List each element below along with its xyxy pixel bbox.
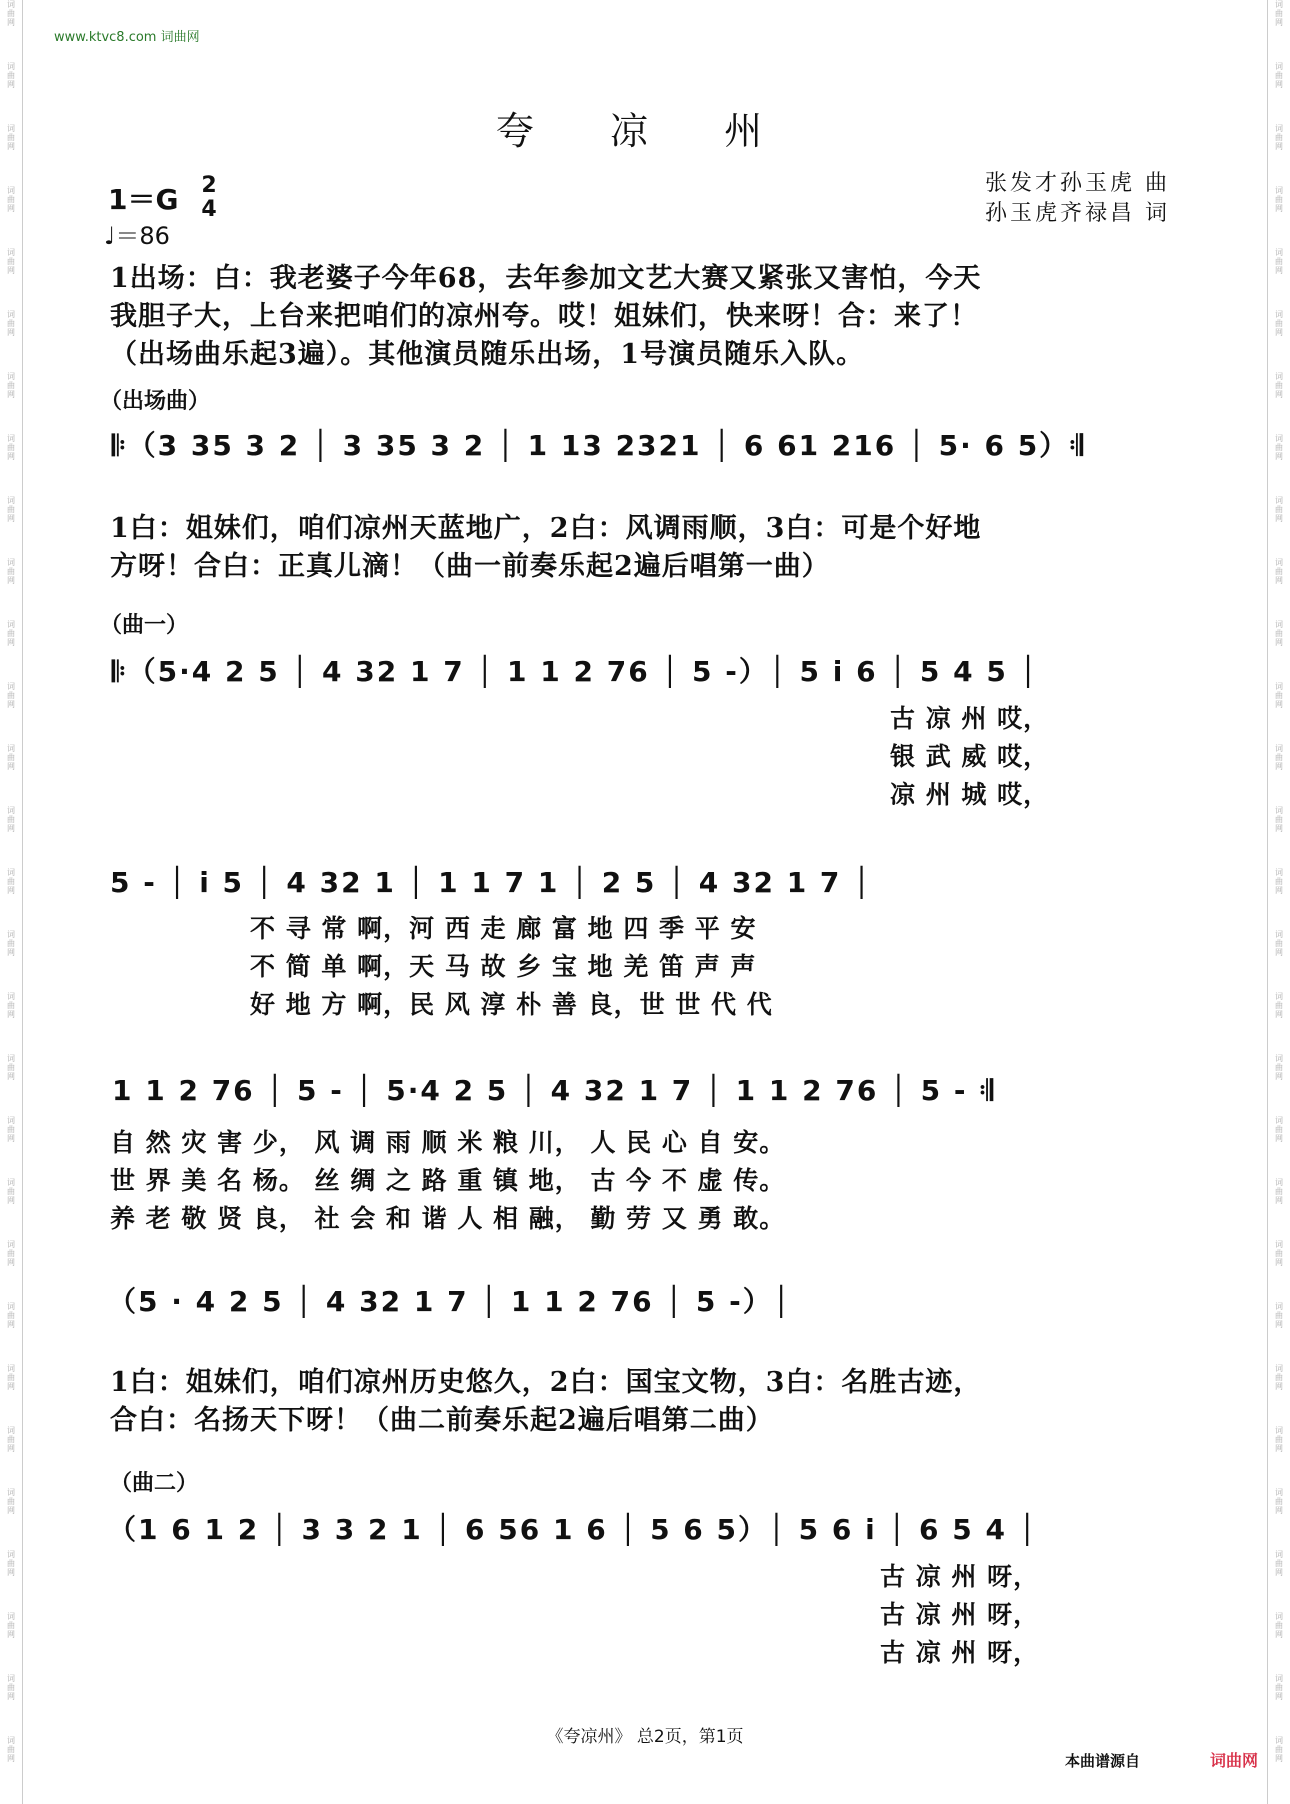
watermark-text: 词 曲 网 — [1275, 310, 1283, 337]
watermark-text: 词 曲 网 — [1275, 806, 1283, 833]
key-signature: 1＝G — [108, 183, 179, 216]
watermark-text: 词 曲 网 — [7, 496, 15, 523]
notation-line: 5 - │ i 5 │ 4 32 1 │ 1 1 7 1 │ 2 5 │ 4 32 1 7 │ — [110, 866, 873, 899]
tempo-marking: ♩＝86 — [104, 222, 170, 250]
watermark-text: 词 曲 网 — [1275, 1426, 1283, 1453]
watermark-text: 词 曲 网 — [1275, 1364, 1283, 1391]
lyric-line: 自 然 灾 害 少， 风 调 雨 顺 米 粮 川， 人 民 心 自 安。 — [110, 1128, 786, 1157]
source-label: 本曲谱源自 — [1064, 1752, 1140, 1770]
watermark-text: 词 曲 网 — [1275, 1302, 1283, 1329]
watermark-text: 词 曲 网 — [1275, 558, 1283, 585]
watermark-text: 词 曲 网 — [7, 620, 15, 647]
watermark-text: 词 曲 网 — [7, 744, 15, 771]
watermark-text: 词 曲 网 — [7, 1364, 15, 1391]
page-title: 夸 凉 州 — [495, 109, 795, 153]
notation-line: （5 · 4 2 5 │ 4 32 1 7 │ 1 1 2 76 │ 5 -）│ — [108, 1285, 792, 1318]
watermark-text: 词 曲 网 — [1275, 744, 1283, 771]
watermark-text: 词 曲 网 — [7, 434, 15, 461]
brand-logo-text[interactable]: 词曲网 — [1209, 1751, 1258, 1770]
watermark-text: 词 曲 网 — [7, 124, 15, 151]
watermark-text: 词 曲 网 — [7, 1612, 15, 1639]
section-label-entrance: （出场曲） — [100, 388, 211, 414]
lyricist-credit: 孙玉虎齐禄昌 词 — [985, 201, 1170, 226]
composer-credit: 张发才孙玉虎 曲 — [985, 171, 1170, 196]
intro-line: 我胆子大，上台来把咱们的凉州夸。哎！姐妹们，快来呀！合：来了！ — [110, 301, 978, 332]
watermark-text: 词 曲 网 — [1275, 496, 1283, 523]
watermark-text: 词 曲 网 — [7, 372, 15, 399]
watermark-text: 词 曲 网 — [1275, 1550, 1283, 1577]
watermark-text: 词 曲 网 — [7, 682, 15, 709]
lyric-line: 银 武 威 哎， — [890, 742, 1050, 771]
watermark-text: 词 曲 网 — [1275, 372, 1283, 399]
section-label-song1: （曲一） — [100, 612, 189, 638]
dialog-line: 合白：名扬天下呀！（曲二前奏乐起2遍后唱第二曲） — [110, 1405, 774, 1436]
lyrics-block — [890, 700, 1049, 814]
lyrics-block — [880, 1558, 1039, 1672]
intro-line: （出场曲乐起3遍）。其他演员随乐出场，1号演员随乐入队。 — [110, 339, 865, 370]
left-watermark-strip — [0, 0, 23, 1804]
watermark-text: 词 曲 网 — [1275, 124, 1283, 151]
dialog-line: 1白：姐妹们，咱们凉州天蓝地广，2白：风调雨顺，3白：可是个好地 — [110, 513, 982, 544]
watermark-text: 词 曲 网 — [7, 558, 15, 585]
watermark-text: 词 曲 网 — [1275, 434, 1283, 461]
watermark-text: 词 曲 网 — [7, 930, 15, 957]
time-signature-bottom: 4 — [201, 197, 217, 222]
watermark-text: 词 曲 网 — [7, 1674, 15, 1701]
watermark-text: 词 曲 网 — [1275, 1488, 1283, 1515]
lyric-line: 世 界 美 名 杨。 丝 绸 之 路 重 镇 地， 古 今 不 虚 传。 — [110, 1166, 786, 1195]
watermark-text: 词 曲 网 — [7, 1240, 15, 1267]
site-url[interactable]: www.ktvc8.com 词曲网 — [54, 30, 200, 45]
lyric-line: 古 凉 州 呀， — [880, 1562, 1040, 1591]
watermark-text: 词 曲 网 — [7, 62, 15, 89]
watermark-text: 词 曲 网 — [1275, 1116, 1283, 1143]
intro-line: 1出场：白：我老婆子今年68，去年参加文艺大赛又紧张又害怕，今天 — [110, 263, 982, 294]
watermark-text: 词 曲 网 — [7, 310, 15, 337]
watermark-text: 词 曲 网 — [7, 868, 15, 895]
intro-text — [110, 260, 981, 374]
watermark-text: 词 曲 网 — [7, 1488, 15, 1515]
lyrics-block — [110, 1124, 785, 1238]
lyrics-block — [250, 910, 773, 1024]
watermark-text: 词 曲 网 — [7, 1736, 15, 1763]
section-label-song2: （曲二） — [110, 1470, 199, 1496]
watermark-text: 词 曲 网 — [1275, 868, 1283, 895]
watermark-text: 词 曲 网 — [7, 1178, 15, 1205]
watermark-text: 词 曲 网 — [1275, 0, 1283, 27]
watermark-text: 词 曲 网 — [7, 992, 15, 1019]
watermark-text: 词 曲 网 — [7, 0, 15, 27]
notation-line: 𝄆（3 35 3 2 │ 3 35 3 2 │ 1 13 2321 │ 6 61 216 │ 5· 6 5）𝄇 — [112, 429, 1085, 462]
time-signature — [198, 174, 220, 222]
watermark-text: 词 曲 网 — [1275, 1240, 1283, 1267]
lyric-line: 凉 州 城 哎， — [890, 780, 1050, 809]
watermark-text: 词 曲 网 — [7, 1302, 15, 1329]
watermark-text: 词 曲 网 — [1275, 1178, 1283, 1205]
watermark-text: 词 曲 网 — [1275, 1612, 1283, 1639]
watermark-text: 词 曲 网 — [1275, 930, 1283, 957]
lyric-line: 古 凉 州 呀， — [880, 1638, 1040, 1667]
watermark-text: 词 曲 网 — [7, 1426, 15, 1453]
page-footer: 《夸凉州》 总2页，第1页 — [546, 1727, 744, 1747]
watermark-text: 词 曲 网 — [7, 1550, 15, 1577]
notation-line: （1 6 1 2 │ 3 3 2 1 │ 6 56 1 6 │ 5 6 5）│ 5 6 i │ 6 5 4 │ — [108, 1513, 1038, 1546]
watermark-text: 词 曲 网 — [7, 1054, 15, 1081]
dialog-text — [110, 510, 981, 586]
lyric-line: 古 凉 州 呀， — [880, 1600, 1040, 1629]
watermark-text: 词 曲 网 — [1275, 1674, 1283, 1701]
lyric-line: 不 寻 常 啊，河 西 走 廊 富 地 四 季 平 安 — [250, 914, 757, 943]
watermark-text: 词 曲 网 — [1275, 248, 1283, 275]
right-watermark-strip — [1267, 0, 1290, 1804]
watermark-text: 词 曲 网 — [1275, 186, 1283, 213]
watermark-text: 词 曲 网 — [1275, 620, 1283, 647]
watermark-text: 词 曲 网 — [7, 186, 15, 213]
watermark-text: 词 曲 网 — [7, 806, 15, 833]
dialog-text — [110, 1364, 981, 1440]
watermark-text: 词 曲 网 — [1275, 682, 1283, 709]
lyric-line: 好 地 方 啊，民 风 淳 朴 善 良，世 世 代 代 — [250, 990, 773, 1019]
lyric-line: 不 简 单 啊，天 马 故 乡 宝 地 羌 笛 声 声 — [250, 952, 757, 981]
time-signature-top: 2 — [201, 173, 217, 198]
watermark-text: 词 曲 网 — [1275, 62, 1283, 89]
dialog-line: 方呀！合白：正真儿滴！（曲一前奏乐起2遍后唱第一曲） — [110, 551, 830, 582]
watermark-text: 词 曲 网 — [1275, 1736, 1283, 1763]
lyric-line: 养 老 敬 贤 良， 社 会 和 谐 人 相 融， 勤 劳 又 勇 敢。 — [110, 1204, 786, 1233]
watermark-text: 词 曲 网 — [7, 248, 15, 275]
dialog-line: 1白：姐妹们，咱们凉州历史悠久，2白：国宝文物，3白：名胜古迹， — [110, 1367, 982, 1398]
watermark-text: 词 曲 网 — [1275, 1054, 1283, 1081]
notation-line: 1 1 2 76 │ 5 - │ 5·4 2 5 │ 4 32 1 7 │ 1 1 2 76 │ 5 - 𝄇 — [112, 1074, 995, 1107]
lyric-line: 古 凉 州 哎， — [890, 704, 1050, 733]
notation-line: 𝄆（5·4 2 5 │ 4 32 1 7 │ 1 1 2 76 │ 5 -）│ 5 i 6 │ 5 4 5 │ — [112, 655, 1039, 688]
watermark-text: 词 曲 网 — [1275, 992, 1283, 1019]
watermark-text: 词 曲 网 — [7, 1116, 15, 1143]
